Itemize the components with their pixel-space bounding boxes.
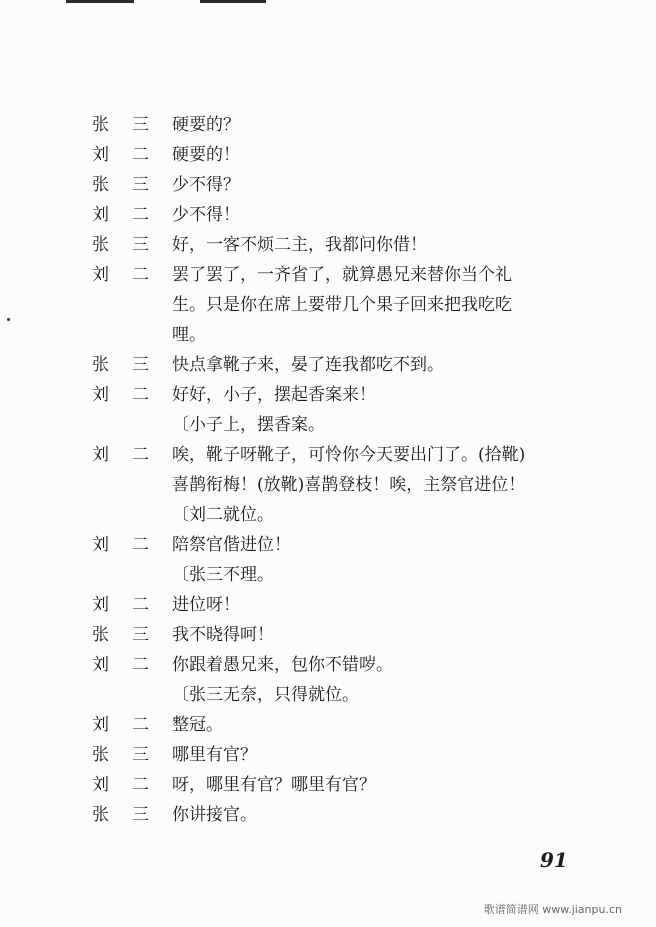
speaker-given-name: 二 <box>132 775 149 795</box>
continuation-text: 喜鹊衔梅！(放靴)喜鹊登枝！唉，主祭官进位！ <box>172 475 526 495</box>
dialogue-text: 好，一客不烦二主，我都问你借！ <box>172 235 427 255</box>
speaker-name <box>92 260 172 290</box>
speaker-given-name: 二 <box>132 145 149 165</box>
dialogue-text: 快点拿靴子来，晏了连我都吃不到。 <box>172 355 444 375</box>
continuation-text: 哩。 <box>172 325 206 345</box>
speaker-surname: 刘 <box>92 445 109 465</box>
speaker-surname: 张 <box>92 235 109 255</box>
speaker-name <box>92 740 172 770</box>
speaker-given-name: 二 <box>132 715 149 735</box>
dialogue-text: 硬要的？ <box>172 115 240 135</box>
direction-text: 〔张三无奈，只得就位。 <box>172 685 359 705</box>
direction-text: 〔小子上，摆香案。 <box>172 415 325 435</box>
dialogue-continuation <box>92 290 592 320</box>
speaker-name <box>92 620 172 650</box>
speaker-surname: 刘 <box>92 715 109 735</box>
dialogue-text: 罢了罢了，一齐省了，就算愚兄来替你当个礼 <box>172 265 512 285</box>
speaker-given-name: 二 <box>132 595 149 615</box>
dialogue-text: 整冠。 <box>172 715 223 735</box>
speaker-name <box>92 800 172 830</box>
speaker-name <box>92 590 172 620</box>
speaker-name <box>92 200 172 230</box>
speaker-given-name: 三 <box>132 355 149 375</box>
speaker-surname: 张 <box>92 625 109 645</box>
dialogue-line <box>92 530 592 560</box>
dialogue-continuation <box>92 320 592 350</box>
top-edge-mark <box>200 0 266 3</box>
dialogue-line <box>92 650 592 680</box>
speaker-surname: 刘 <box>92 535 109 555</box>
speaker-given-name: 三 <box>132 745 149 765</box>
speaker-surname: 刘 <box>92 145 109 165</box>
speaker-given-name: 二 <box>132 205 149 225</box>
dialogue-line <box>92 800 592 830</box>
dialogue-text: 唉，靴子呀靴子，可怜你今天要出门了。(拾靴) <box>172 445 526 465</box>
speaker-given-name: 二 <box>132 265 149 285</box>
speaker-name <box>92 110 172 140</box>
dialogue-line <box>92 380 592 410</box>
speaker-name <box>92 140 172 170</box>
dialogue-text: 少不得！ <box>172 205 240 225</box>
speaker-given-name: 三 <box>132 235 149 255</box>
speaker-name <box>92 710 172 740</box>
speaker-name <box>92 530 172 560</box>
direction-text: 〔张三不理。 <box>172 565 274 585</box>
dialogue-line <box>92 440 592 470</box>
dialogue-line <box>92 710 592 740</box>
dialogue-text: 陪祭官偕进位！ <box>172 535 291 555</box>
speaker-name <box>92 230 172 260</box>
speaker-given-name: 二 <box>132 535 149 555</box>
dialogue-line <box>92 230 592 260</box>
speaker-surname: 张 <box>92 115 109 135</box>
top-edge-mark <box>66 0 134 3</box>
speaker-given-name: 二 <box>132 445 149 465</box>
speaker-given-name: 三 <box>132 805 149 825</box>
speaker-surname: 刘 <box>92 265 109 285</box>
speaker-surname: 张 <box>92 355 109 375</box>
continuation-text: 生。只是你在席上要带几个果子回来把我吃吃 <box>172 295 512 315</box>
speaker-given-name: 三 <box>132 175 149 195</box>
stage-direction <box>92 410 592 440</box>
dialogue-text: 进位呀！ <box>172 595 240 615</box>
dialogue-text: 少不得？ <box>172 175 240 195</box>
speaker-surname: 刘 <box>92 595 109 615</box>
dialogue-text: 呀，哪里有官？哪里有官？ <box>172 775 376 795</box>
speaker-surname: 张 <box>92 745 109 765</box>
speaker-surname: 刘 <box>92 775 109 795</box>
dialogue-text: 好好，小子，摆起香案来！ <box>172 385 376 405</box>
speaker-name <box>92 170 172 200</box>
speaker-name <box>92 440 172 470</box>
speaker-name <box>92 350 172 380</box>
speaker-surname: 张 <box>92 805 109 825</box>
watermark: 歌谱简谱网 www.jianpu.cn <box>483 903 622 916</box>
direction-text: 〔刘二就位。 <box>172 505 274 525</box>
paper-speck <box>7 318 10 321</box>
dialogue-line <box>92 170 592 200</box>
stage-direction <box>92 680 592 710</box>
dialogue-line <box>92 590 592 620</box>
dialogue-line <box>92 140 592 170</box>
dialogue-text: 硬要的！ <box>172 145 240 165</box>
dialogue-line <box>92 200 592 230</box>
speaker-surname: 刘 <box>92 385 109 405</box>
dialogue-text: 我不晓得呵！ <box>172 625 274 645</box>
dialogue-text: 你跟着愚兄来，包你不错哕。 <box>172 655 393 675</box>
speaker-surname: 刘 <box>92 655 109 675</box>
dialogue-line <box>92 620 592 650</box>
speaker-given-name: 三 <box>132 115 149 135</box>
dialogue-line <box>92 260 592 290</box>
dialogue-continuation <box>92 470 592 500</box>
stage-direction <box>92 500 592 530</box>
dialogue-line <box>92 770 592 800</box>
speaker-given-name: 二 <box>132 655 149 675</box>
page-number: 91 <box>540 848 568 872</box>
dialogue-line <box>92 350 592 380</box>
speaker-name <box>92 770 172 800</box>
speaker-surname: 刘 <box>92 205 109 225</box>
dialogue-text: 你讲接官。 <box>172 805 257 825</box>
stage-direction <box>92 560 592 590</box>
dialogue-text: 哪里有官？ <box>172 745 257 765</box>
script-body <box>92 110 592 830</box>
speaker-given-name: 三 <box>132 625 149 645</box>
speaker-surname: 张 <box>92 175 109 195</box>
speaker-name <box>92 650 172 680</box>
speaker-given-name: 二 <box>132 385 149 405</box>
dialogue-line <box>92 740 592 770</box>
dialogue-line <box>92 110 592 140</box>
speaker-name <box>92 380 172 410</box>
